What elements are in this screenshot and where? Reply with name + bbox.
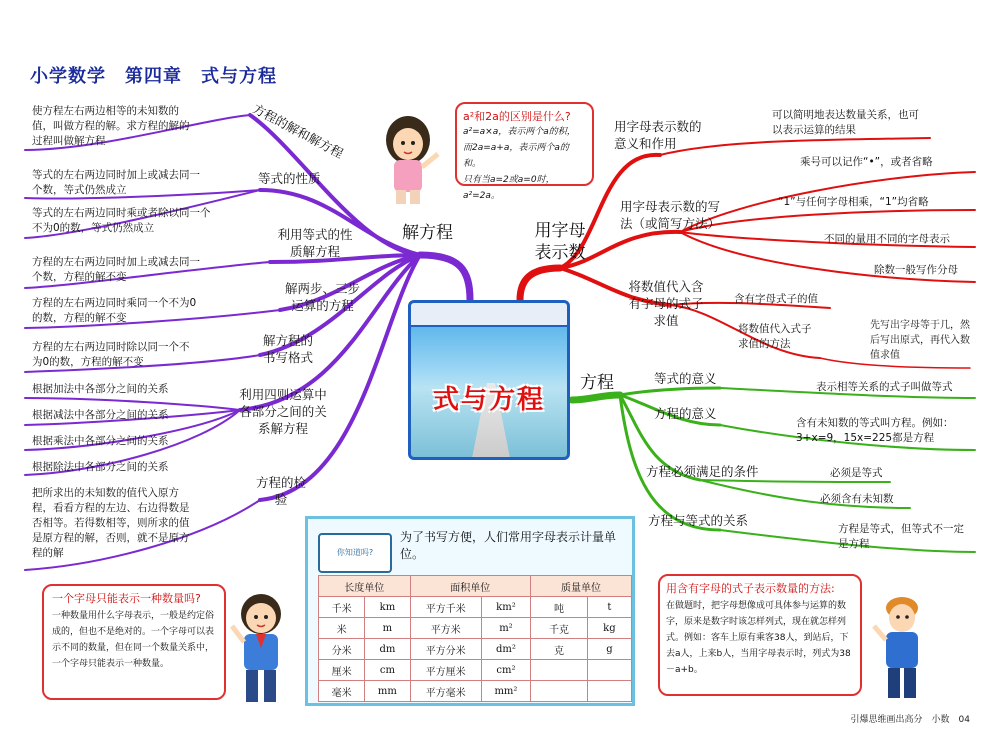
table-cell: 平方毫米 <box>410 681 481 702</box>
table-cell: 米 <box>319 618 365 639</box>
table-cell: 毫米 <box>319 681 365 702</box>
bubble-girl-heading: a²和2a的区别是什么? <box>463 110 571 123</box>
leaf-eq-mul: 方程的左右两边同时乘同一个不为0的数，方程的解不变 <box>32 297 197 324</box>
leaf-equation-relation: 方程是等式，但等式不一定是方程 <box>838 523 964 550</box>
table-cell: mm <box>365 681 410 702</box>
table-cell: mm² <box>481 681 530 702</box>
header-mass: 质量单位 <box>531 576 632 597</box>
table-cell: 分米 <box>319 639 365 660</box>
table-row <box>319 597 632 618</box>
page-footer: 引爆思维画出高分 小数 04 <box>850 715 970 725</box>
leaf-mul-rel: 根据乘法中各部分之间的关系 <box>32 435 169 447</box>
bubble-girl-line-2: 而2a=a+a，表示两个a的和。 <box>463 143 569 169</box>
leaf-substitute-steps: 先写出字母等于几，然后写出原式，再代入数值求值 <box>870 320 970 361</box>
leaf-equality-add: 等式的左右两边同时加上或减去同一个数，等式仍然成立 <box>32 169 200 196</box>
leaf-div-rel: 根据除法中各部分之间的关系 <box>32 461 169 473</box>
bubble-boy-heading: 一个字母只能表示一种数量吗? <box>52 592 201 605</box>
table-cell: cm² <box>481 660 530 681</box>
info-intro: 为了书写方便，人们常用字母表示计量单位。 <box>400 530 617 561</box>
sub-letter-meaning: 用字母表示数的意义和作用 <box>614 119 702 151</box>
leaf-letter-meaning: 可以简明地表达数量关系，也可以表示运算的结果 <box>772 109 919 136</box>
girl-illustration <box>370 112 450 207</box>
table-cell <box>531 660 588 681</box>
sub-equality-meaning: 等式的意义 <box>654 371 717 386</box>
sub-letter-writing: 用字母表示数的写法（或简写方法） <box>620 199 721 231</box>
leaf-diff-letters: 不同的量用不同的字母表示 <box>824 233 950 245</box>
table-cell: 平方分米 <box>410 639 481 660</box>
table-cell: t <box>587 597 631 618</box>
leaf-add-rel: 根据加法中各部分之间的关系 <box>32 383 169 395</box>
branch-right-top-label: 用字母表示数 <box>534 221 586 263</box>
table-row <box>319 660 632 681</box>
table-cell: 千克 <box>531 618 588 639</box>
table-cell: km <box>365 597 410 618</box>
center-node <box>408 300 570 460</box>
table-cell: 厘米 <box>319 660 365 681</box>
bubble-girl-line-3: 只有当a=2或a=0时，a²=2a。 <box>463 175 555 201</box>
leaf-equation-def: 含有未知数的等式叫方程。例如：3+x=9，15x=225都是方程 <box>796 417 954 444</box>
table-cell: 平方千米 <box>410 597 481 618</box>
center-header-bar <box>411 303 567 327</box>
leaf-eq-div: 方程的左右两边同时除以同一个不为0的数，方程的解不变 <box>32 341 190 368</box>
bubble-boy <box>42 584 226 700</box>
sub-equation-meaning: 方程的意义 <box>654 406 717 421</box>
sub-format: 解方程的书写格式 <box>262 333 313 365</box>
center-title: 式与方程 <box>432 385 545 415</box>
table-header-row <box>319 576 632 597</box>
table-cell: dm² <box>481 639 530 660</box>
table-cell: m <box>365 618 410 639</box>
bubble-man-body: 在做题时，把字母想像成可具体参与运算的数字，原来是数字时该怎样列式，现在就怎样列式。例如：客车上原有乘客38人，到站后，下去a人，上来b人，当用字母表示时，列式为38－a+b。 <box>666 601 851 675</box>
man-illustration <box>868 592 938 704</box>
bubble-man <box>658 574 862 696</box>
bubble-girl-line-1: a²=a×a，表示两个a的积， <box>463 127 576 137</box>
leaf-must-unknown: 必须含有未知数 <box>820 493 894 505</box>
leaf-solution-def: 使方程左右两边相等的未知数的值，叫做方程的解。求方程的解的过程叫做解方程 <box>32 105 190 147</box>
leaf-must-equality: 必须是等式 <box>830 467 883 479</box>
header-area: 面积单位 <box>410 576 531 597</box>
table-row <box>319 681 632 702</box>
leaf-one-omit: “1”与任何字母相乘，“1”均省略 <box>778 196 929 208</box>
table-cell: km² <box>481 597 530 618</box>
sub-equation-relation: 方程与等式的关系 <box>648 513 749 528</box>
table-cell: cm <box>365 660 410 681</box>
sub-substitute: 将数值代入含有字母的式子求值 <box>628 279 704 328</box>
bubble-boy-body: 一种数量用什么字母表示，一般是约定俗成的，但也不是绝对的。一个字母可以表示不同的数量，但在同一个数量关系中，一个字母只能表示一种数量。 <box>52 611 215 669</box>
sub-solution: 方程的解和解方程 <box>250 100 346 162</box>
table-cell: 平方厘米 <box>410 660 481 681</box>
branch-right-bottom-label: 方程 <box>580 373 614 393</box>
leaf-sub-rel: 根据减法中各部分之间的关系 <box>32 409 169 421</box>
table-cell <box>531 681 588 702</box>
sub-check: 方程的检验 <box>256 475 307 507</box>
table-cell: dm <box>365 639 410 660</box>
table-row <box>319 618 632 639</box>
boy-illustration <box>226 590 296 710</box>
book-icon: 你知道吗? <box>318 533 392 573</box>
table-row <box>319 639 632 660</box>
sub-equation-conditions: 方程必须满足的条件 <box>646 464 759 479</box>
table-cell: 平方米 <box>410 618 481 639</box>
leaf-eq-add: 方程的左右两边同时加上或减去同一个数，方程的解不变 <box>32 256 200 283</box>
leaf-mult-sign: 乘号可以记作“•”，或者省略 <box>800 156 933 168</box>
table-cell: 克 <box>531 639 588 660</box>
leaf-divisor: 除数一般写作分母 <box>874 264 958 276</box>
branch-left-label: 解方程 <box>402 223 453 243</box>
table-cell: g <box>587 639 631 660</box>
leaf-expr-value: 含有字母式子的值 <box>734 293 818 305</box>
table-cell: 千米 <box>319 597 365 618</box>
table-cell: m² <box>481 618 530 639</box>
sub-use-property: 利用等式的性质解方程 <box>277 227 353 259</box>
header-length: 长度单位 <box>319 576 411 597</box>
sub-multi-step: 解两步、三步运算的方程 <box>284 281 360 313</box>
table-cell <box>587 681 631 702</box>
units-table <box>318 575 632 702</box>
table-cell <box>587 660 631 681</box>
leaf-check-def: 把所求出的未知数的值代入原方程，看看方程的左边、右边得数是否相等。若得数相等，则所求的值是原方程的解，否则，就不是原方程的解 <box>32 487 190 559</box>
table-cell: kg <box>587 618 631 639</box>
bubble-girl <box>455 102 594 201</box>
leaf-substitute-method: 将数值代入式子求值的方法 <box>738 323 812 350</box>
bubble-man-heading: 用含有字母的式子表示数量的方法: <box>666 582 835 595</box>
table-cell: 吨 <box>531 597 588 618</box>
page-title: 小学数学 第四章 式与方程 <box>30 66 277 87</box>
leaf-equality-mul: 等式的左右两边同时乘或者除以同一个不为0的数，等式仍然成立 <box>32 207 211 234</box>
info-box-units <box>305 516 635 706</box>
sub-equality-property: 等式的性质 <box>258 171 321 186</box>
leaf-equality-def: 表示相等关系的式子叫做等式 <box>816 381 953 393</box>
sub-four-ops: 利用四则运算中各部分之间的关系解方程 <box>239 387 327 436</box>
